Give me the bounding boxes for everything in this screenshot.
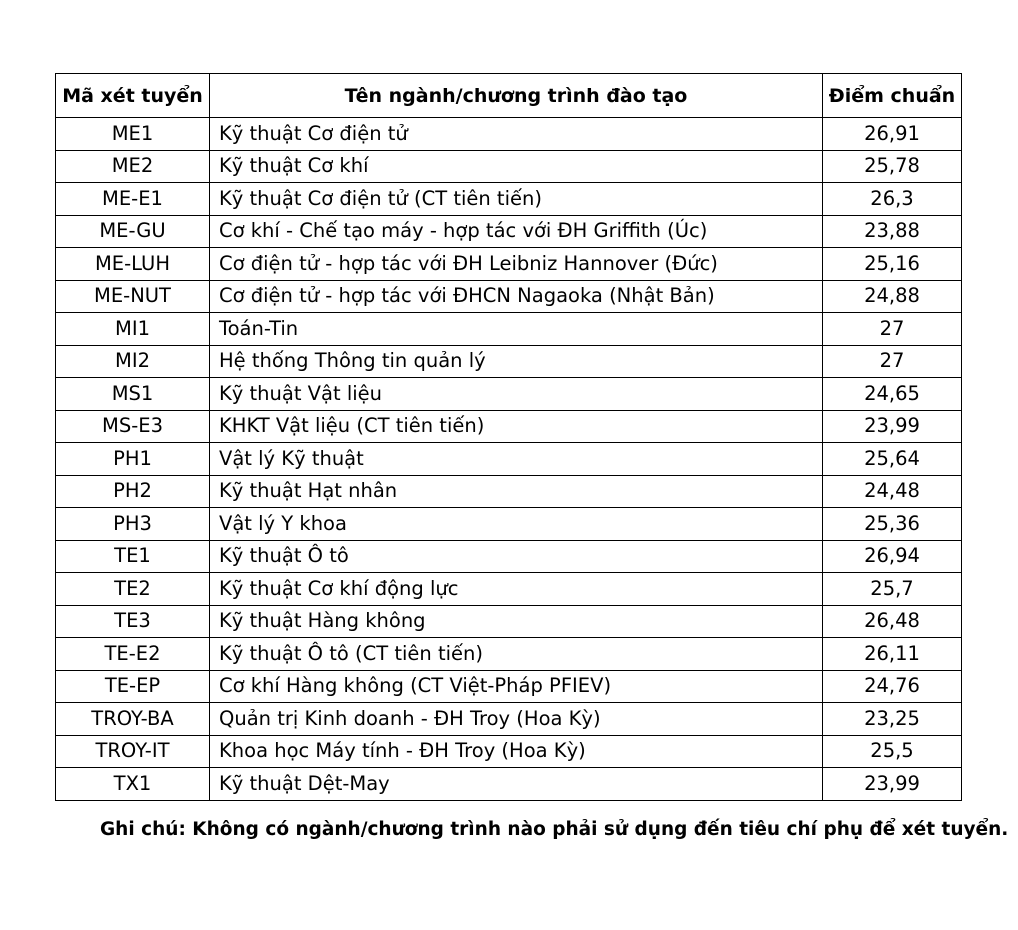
cell-code: ME-E1	[56, 183, 210, 216]
table-row	[56, 540, 962, 573]
cell-name: Hệ thống Thông tin quản lý	[210, 345, 823, 378]
cell-name: Cơ điện tử - hợp tác với ĐHCN Nagaoka (Nhật Bản)	[210, 280, 823, 313]
cell-name: Kỹ thuật Cơ điện tử (CT tiên tiến)	[210, 183, 823, 216]
table-row	[56, 378, 962, 411]
cell-name: Cơ khí - Chế tạo máy - hợp tác với ĐH Griffith (Úc)	[210, 215, 823, 248]
cell-code: TROY-BA	[56, 703, 210, 736]
table-row	[56, 280, 962, 313]
cell-name: Vật lý Y khoa	[210, 508, 823, 541]
cell-score: 25,7	[823, 573, 962, 606]
cell-name: Vật lý Kỹ thuật	[210, 443, 823, 476]
cell-code: ME-LUH	[56, 248, 210, 281]
cell-score: 26,3	[823, 183, 962, 216]
cell-name: Kỹ thuật Cơ khí	[210, 150, 823, 183]
table-row	[56, 735, 962, 768]
table-row	[56, 443, 962, 476]
cell-score: 27	[823, 313, 962, 346]
cell-score: 27	[823, 345, 962, 378]
cell-score: 23,25	[823, 703, 962, 736]
cell-score: 25,5	[823, 735, 962, 768]
cell-code: ME2	[56, 150, 210, 183]
cell-score: 24,88	[823, 280, 962, 313]
table-row	[56, 703, 962, 736]
header-name: Tên ngành/chương trình đào tạo	[210, 74, 823, 118]
cell-score: 23,99	[823, 768, 962, 801]
cell-code: TE2	[56, 573, 210, 606]
cell-name: Cơ khí Hàng không (CT Việt-Pháp PFIEV)	[210, 670, 823, 703]
cell-name: Kỹ thuật Cơ khí động lực	[210, 573, 823, 606]
cell-code: MS-E3	[56, 410, 210, 443]
cell-code: ME-NUT	[56, 280, 210, 313]
table-row	[56, 150, 962, 183]
cell-code: TROY-IT	[56, 735, 210, 768]
table-row	[56, 508, 962, 541]
cell-code: ME-GU	[56, 215, 210, 248]
cell-name: Kỹ thuật Dệt-May	[210, 768, 823, 801]
cell-name: Quản trị Kinh doanh - ĐH Troy (Hoa Kỳ)	[210, 703, 823, 736]
table-row	[56, 313, 962, 346]
table-row	[56, 573, 962, 606]
table-row	[56, 475, 962, 508]
table-body	[56, 118, 962, 801]
admission-scores-table	[55, 73, 962, 801]
cell-name: Kỹ thuật Hạt nhân	[210, 475, 823, 508]
cell-name: Toán-Tin	[210, 313, 823, 346]
table-row	[56, 215, 962, 248]
table-row	[56, 345, 962, 378]
table-row	[56, 183, 962, 216]
cell-score: 25,36	[823, 508, 962, 541]
header-code: Mã xét tuyển	[56, 74, 210, 118]
table-row	[56, 670, 962, 703]
header-score: Điểm chuẩn	[823, 74, 962, 118]
cell-score: 24,65	[823, 378, 962, 411]
cell-score: 26,91	[823, 118, 962, 151]
cell-name: Khoa học Máy tính - ĐH Troy (Hoa Kỳ)	[210, 735, 823, 768]
cell-code: TX1	[56, 768, 210, 801]
table-row	[56, 605, 962, 638]
cell-name: Kỹ thuật Ô tô	[210, 540, 823, 573]
table-row	[56, 118, 962, 151]
cell-code: MI1	[56, 313, 210, 346]
table-row	[56, 768, 962, 801]
cell-code: TE-EP	[56, 670, 210, 703]
cell-name: Kỹ thuật Cơ điện tử	[210, 118, 823, 151]
cell-name: Kỹ thuật Ô tô (CT tiên tiến)	[210, 638, 823, 671]
cell-code: MI2	[56, 345, 210, 378]
cell-score: 23,88	[823, 215, 962, 248]
cell-name: Kỹ thuật Vật liệu	[210, 378, 823, 411]
cell-code: PH3	[56, 508, 210, 541]
footnote: Ghi chú: Không có ngành/chương trình nào phải sử dụng đến tiêu chí phụ để xét tuyển.	[100, 819, 1009, 840]
cell-code: TE3	[56, 605, 210, 638]
cell-code: ME1	[56, 118, 210, 151]
cell-score: 24,76	[823, 670, 962, 703]
cell-code: MS1	[56, 378, 210, 411]
cell-score: 23,99	[823, 410, 962, 443]
cell-score: 25,16	[823, 248, 962, 281]
cell-score: 24,48	[823, 475, 962, 508]
cell-code: PH2	[56, 475, 210, 508]
cell-code: PH1	[56, 443, 210, 476]
cell-code: TE1	[56, 540, 210, 573]
table-row	[56, 638, 962, 671]
cell-score: 26,94	[823, 540, 962, 573]
cell-score: 26,48	[823, 605, 962, 638]
cell-score: 26,11	[823, 638, 962, 671]
table-row	[56, 410, 962, 443]
cell-name: Cơ điện tử - hợp tác với ĐH Leibniz Hannover (Đức)	[210, 248, 823, 281]
cell-name: Kỹ thuật Hàng không	[210, 605, 823, 638]
table-row	[56, 248, 962, 281]
cell-name: KHKT Vật liệu (CT tiên tiến)	[210, 410, 823, 443]
cell-score: 25,78	[823, 150, 962, 183]
table-header-row	[56, 74, 962, 118]
cell-code: TE-E2	[56, 638, 210, 671]
cell-score: 25,64	[823, 443, 962, 476]
